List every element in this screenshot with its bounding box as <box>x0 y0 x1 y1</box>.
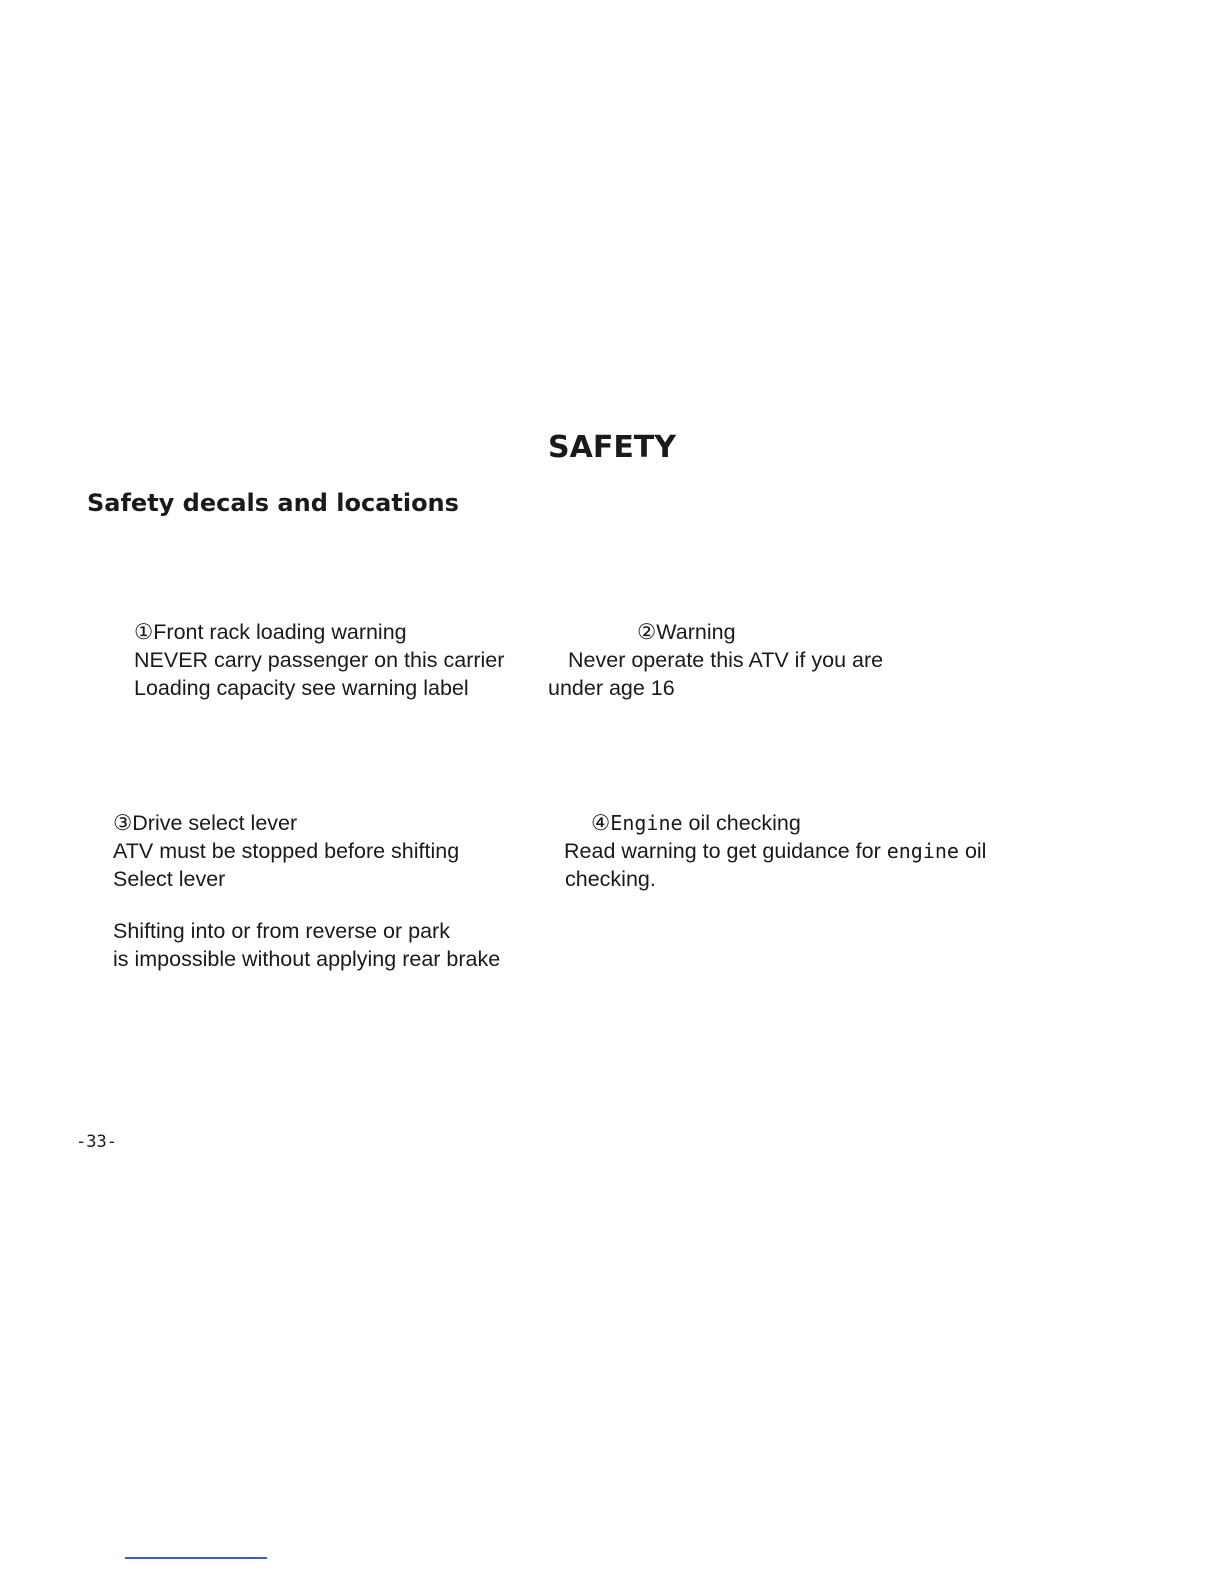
decal-4-line-2: checking. <box>565 867 656 891</box>
decal-4-line-1 <box>564 837 986 865</box>
decal-3-heading: ③Drive select lever <box>113 811 298 835</box>
decal-4-line-1-word: engine <box>886 839 959 863</box>
decal-3-line-1: ATV must be stopped before shifting <box>113 839 460 863</box>
decal-4-heading-number: ④ <box>591 811 611 835</box>
decal-1-line-2: Loading capacity see warning label <box>134 676 469 700</box>
section-heading: Safety decals and locations <box>87 489 459 517</box>
page-number: -33- <box>76 1132 117 1152</box>
decal-4-line-1-end: oil <box>958 839 987 863</box>
decal-4-heading-word: Engine <box>610 811 683 835</box>
decal-1-line-1: NEVER carry passenger on this carrier <box>134 648 505 672</box>
decal-2-heading: ②Warning <box>637 620 736 644</box>
decal-3-line-2: Select lever <box>113 867 226 891</box>
page-title: SAFETY <box>548 430 676 465</box>
decal-2-line-2: under age 16 <box>548 676 675 700</box>
decal-4-heading <box>591 809 801 837</box>
decal-3-line-4: is impossible without applying rear brake <box>113 947 501 971</box>
decal-1-heading: ①Front rack loading warning <box>134 620 407 644</box>
decal-4-heading-rest: oil checking <box>682 811 801 835</box>
decal-2-line-1: Never operate this ATV if you are <box>568 648 884 672</box>
decal-4-line-1-start: Read warning to get guidance for <box>564 839 887 863</box>
bottom-rule <box>125 1557 267 1559</box>
decal-3-line-3: Shifting into or from reverse or park <box>113 919 450 943</box>
